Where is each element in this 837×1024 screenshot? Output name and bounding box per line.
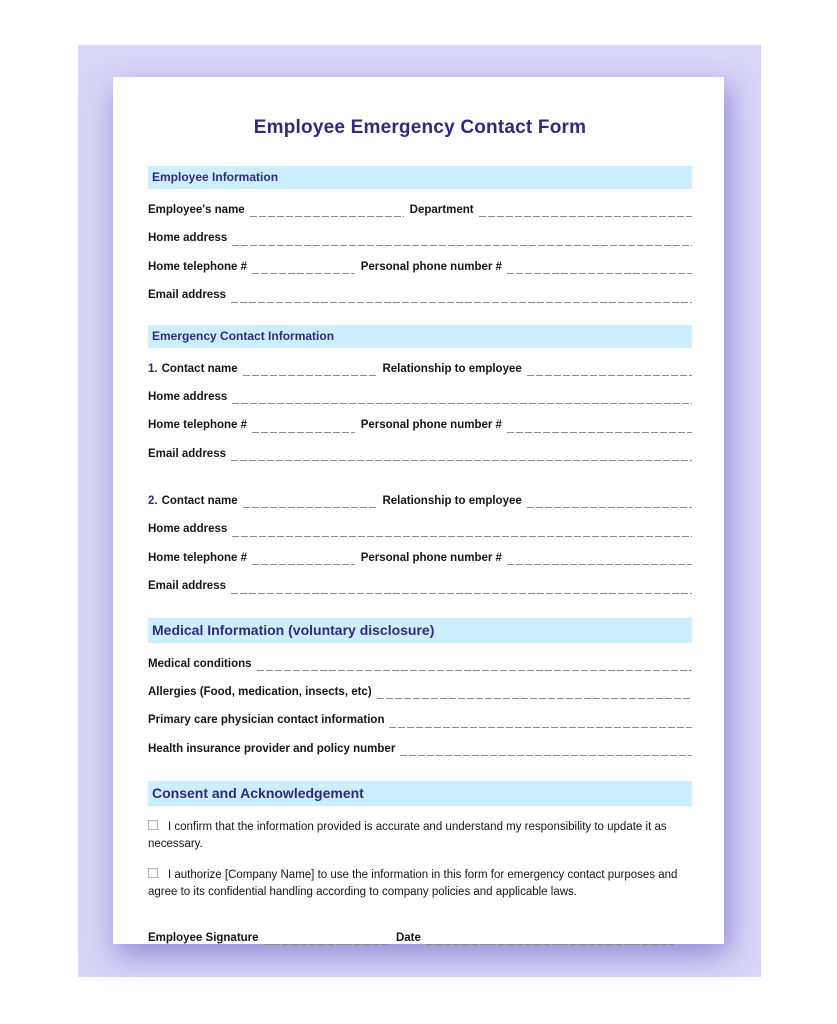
home-telephone-blank[interactable] [252, 261, 355, 274]
home-address-blank[interactable] [232, 391, 692, 404]
employee-name-row [148, 203, 692, 217]
employee-phones-row [148, 260, 692, 274]
field-label-email-address: Email address [148, 289, 226, 302]
field-label-home-address: Home address [148, 523, 228, 536]
allergies-blank[interactable] [377, 686, 692, 699]
field-label-physician: Primary care physician contact information [148, 714, 385, 727]
medical-conditions-row [148, 657, 692, 671]
field-label-department: Department [409, 204, 474, 216]
employee-home-address-row [148, 231, 692, 245]
field-label-personal-phone: Personal phone number # [360, 260, 502, 273]
consent-text: I authorize [Company Name] to use the information in this form for emergency contact purposes and agree to its confidential handling according to company policies and applicable laws. [148, 868, 678, 898]
contact-number: 2. [148, 495, 158, 507]
consent-text: I confirm that the information provided is accurate and understand my responsibility to update it as necessary. [148, 821, 667, 851]
contact2-home-address-row [148, 522, 692, 536]
contact2-phones-row [148, 551, 692, 565]
field-label-allergies: Allergies (Food, medication, insects, etc) [148, 685, 372, 698]
department-group [404, 203, 692, 217]
field-label-medical-conditions: Medical conditions [148, 657, 252, 670]
home-address-blank[interactable] [232, 233, 692, 246]
department-blank[interactable] [479, 204, 692, 217]
lavender-frame [78, 45, 761, 977]
personal-phone-blank[interactable] [507, 552, 692, 565]
personal-phone-group [355, 260, 692, 274]
physician-blank[interactable] [389, 715, 692, 728]
contact1-email-row [148, 447, 692, 461]
field-label-email-address: Email address [148, 447, 226, 460]
email-address-blank[interactable] [231, 448, 692, 461]
contact-number: 1. [148, 362, 158, 375]
field-label-insurance: Health insurance provider and policy number [148, 742, 396, 755]
section-header-consent-acknowledgement: Consent and Acknowledgement [148, 781, 692, 806]
home-telephone-blank[interactable] [252, 420, 355, 433]
allergies-row [148, 685, 692, 699]
field-label-relationship: Relationship to employee [382, 362, 522, 375]
form-page [113, 77, 724, 944]
signature-row [148, 931, 692, 945]
medical-conditions-blank[interactable] [257, 658, 692, 671]
home-telephone-blank[interactable] [252, 552, 355, 565]
signature-group [148, 931, 390, 945]
personal-phone-blank[interactable] [507, 420, 692, 433]
personal-phone-group [355, 551, 692, 565]
personal-phone-group [355, 418, 692, 432]
home-phone-group [148, 418, 355, 432]
relationship-group [376, 362, 692, 376]
relationship-blank[interactable] [527, 495, 692, 508]
relationship-blank[interactable] [527, 363, 692, 376]
field-label-relationship: Relationship to employee [382, 495, 522, 507]
employee-name-group [148, 203, 404, 217]
field-label-email-address: Email address [148, 580, 226, 593]
contact-name-group [148, 362, 376, 376]
contact1-name-row [148, 362, 692, 376]
field-label-home-address: Home address [148, 390, 228, 403]
field-label-home-telephone: Home telephone # [148, 260, 248, 273]
field-label-home-telephone: Home telephone # [148, 551, 248, 564]
consent-item [148, 867, 692, 902]
home-phone-group [148, 551, 355, 565]
section-header-employee-information: Employee Information [148, 166, 692, 189]
checkbox-authorize[interactable] [148, 868, 158, 878]
employee-email-row [148, 288, 692, 302]
date-blank[interactable] [426, 932, 674, 945]
physician-row [148, 713, 692, 727]
contact1-phones-row [148, 418, 692, 432]
email-address-blank[interactable] [231, 581, 692, 594]
field-label-home-address: Home address [148, 232, 228, 245]
field-label-contact-name: Contact name [161, 362, 238, 375]
insurance-blank[interactable] [400, 743, 692, 756]
relationship-group [376, 494, 692, 508]
field-label-employee-name: Employee's name [148, 204, 245, 216]
date-group [390, 931, 674, 945]
field-label-personal-phone: Personal phone number # [360, 551, 502, 564]
personal-phone-blank[interactable] [507, 261, 692, 274]
section-header-medical-information: Medical Information (voluntary disclosure) [148, 618, 692, 643]
contact2-name-row [148, 494, 692, 508]
section-header-emergency-contact-information: Emergency Contact Information [148, 325, 692, 348]
checkbox-confirm[interactable] [148, 820, 158, 830]
consent-item [148, 819, 692, 854]
employee-name-blank[interactable] [250, 204, 404, 217]
contact1-home-address-row [148, 390, 692, 404]
page-title: Employee Emergency Contact Form [253, 117, 587, 138]
field-label-contact-name: Contact name [161, 495, 238, 507]
insurance-row [148, 742, 692, 756]
email-address-blank[interactable] [231, 290, 692, 303]
contact2-email-row [148, 579, 692, 593]
contact-name-blank[interactable] [243, 363, 377, 376]
field-label-employee-signature: Employee Signature [148, 932, 259, 944]
field-label-date: Date [395, 932, 421, 944]
home-address-blank[interactable] [232, 524, 692, 537]
home-phone-group [148, 260, 355, 274]
field-label-personal-phone: Personal phone number # [360, 419, 502, 432]
employee-signature-blank[interactable] [264, 932, 390, 945]
contact-name-blank[interactable] [243, 495, 377, 508]
contact-name-group [148, 494, 376, 508]
field-label-home-telephone: Home telephone # [148, 419, 248, 432]
